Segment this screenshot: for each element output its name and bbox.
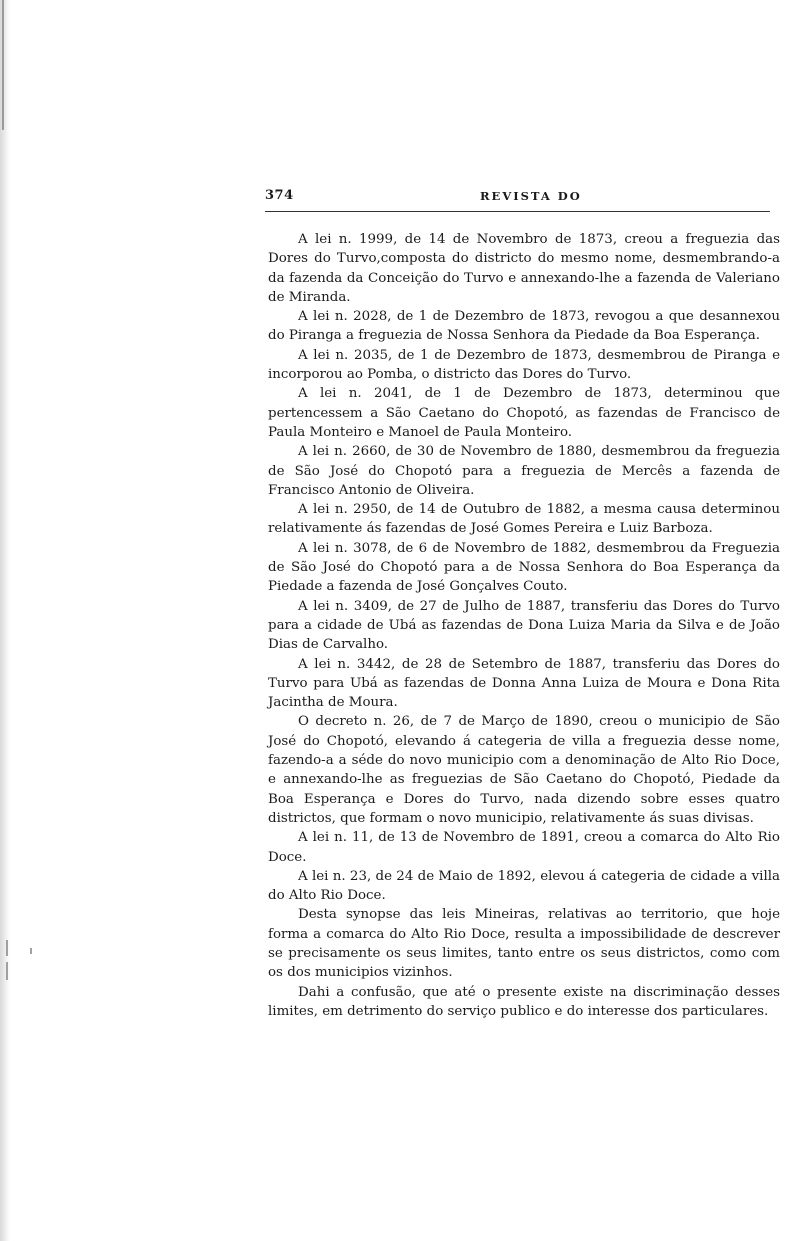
edge-mark [2,0,4,130]
page-number: 374 [265,188,294,203]
paragraph: A lei n. 3078, de 6 de Novembro de 1882, desmembrou da Freguezia de São José do Chopotó para a de Nossa Senhora do Boa Esperança da Piedade a fazenda de José Gonçalves Couto. [268,540,780,595]
paragraph: A lei n. 2660, de 30 de Novembro de 1880, desmembrou da freguezia de São José do Chopotó para a freguezia de Mercês a fazenda de Francisco Antonio de Oliveira. [268,444,780,498]
paragraph: A lei n. 23, de 24 de Maio de 1892, elevou á categeria de cidade a villa do Alto Rio Doce. [268,868,780,904]
page-edge-shadow [0,0,10,1241]
paragraph: A lei n. 2950, de 14 de Outubro de 1882, a mesma causa determinou relativamente ás fazendas de José Gomes Pereira e Luiz Barboza. [268,502,780,537]
header-rule [265,211,770,212]
paragraph: Desta synopse das leis Mineiras, relativas ao territorio, que hoje forma a comarca do Alto Rio Doce, resulta a impossibilidade de descrever se precisamente os seus limites, tanto entre os seus districtos, como com os dos municipios vizinhos. [268,907,780,981]
paragraph: A lei n. 11, de 13 de Novembro de 1891, creou a comarca do Alto Rio Doce. [268,830,780,865]
page-header [265,188,770,210]
paragraph: A lei n. 3442, de 28 de Setembro de 1887, transferiu das Dores do Turvo para Ubá as fazendas de Donna Anna Luiza de Moura e Dona Rita Jacintha de Moura. [268,656,780,711]
running-head: REVISTA DO [480,189,582,203]
paragraph: A lei n. 1999, de 14 de Novembro de 1873, creou a freguezia das Dores do Turvo,composta do districto do mesmo nome, desmembrando-a da fazenda da Conceição do Turvo e annexando-lhe a fazenda de Valeriano de Miranda. [268,232,780,305]
paragraph: Dahi a confusão, que até o presente existe na discriminação desses limites, em detrimento do serviço publico e do interesse dos particulares. [268,984,780,1019]
margin-mark [6,940,8,956]
paragraph: A lei n. 3409, de 27 de Julho de 1887, transferiu das Dores do Turvo para a cidade de Ubá as fazendas de Dona Luiza Maria da Silva e de João Dias de Carvalho. [268,598,780,653]
margin-mark [6,962,8,980]
text-body [268,230,780,1021]
paragraph: A lei n. 2041, de 1 de Dezembro de 1873, determinou que pertencessem a São Caetano do Chopotó, as fazendas de Francisco de Paula Monteiro e Manoel de Paula Monteiro. [268,386,780,440]
scan-margin-marks [0,940,40,980]
paragraph: A lei n. 2028, de 1 de Dezembro de 1873, revogou a que desannexou do Piranga a freguezia de Nossa Senhora da Piedade da Boa Esperança. [268,309,780,344]
paragraph: O decreto n. 26, de 7 de Março de 1890, creou o municipio de São José do Chopotó, elevando á categeria de villa a freguezia desse nome, fazendo-a a séde do novo municipio com a denominação de Alto Rio Doce, e annexando-lhe as freguezias de São Caetano do Chopotó, Piedade da Boa Esperança e Dores do Turvo, nada dizendo sobre esses quatro districtos, que formam o novo municipio, relativamente ás suas divisas. [268,714,780,826]
paragraph: A lei n. 2035, de 1 de Dezembro de 1873, desmembrou de Piranga e incorporou ao Pomba, o districto das Dores do Turvo. [268,347,780,383]
margin-mark [30,948,32,954]
